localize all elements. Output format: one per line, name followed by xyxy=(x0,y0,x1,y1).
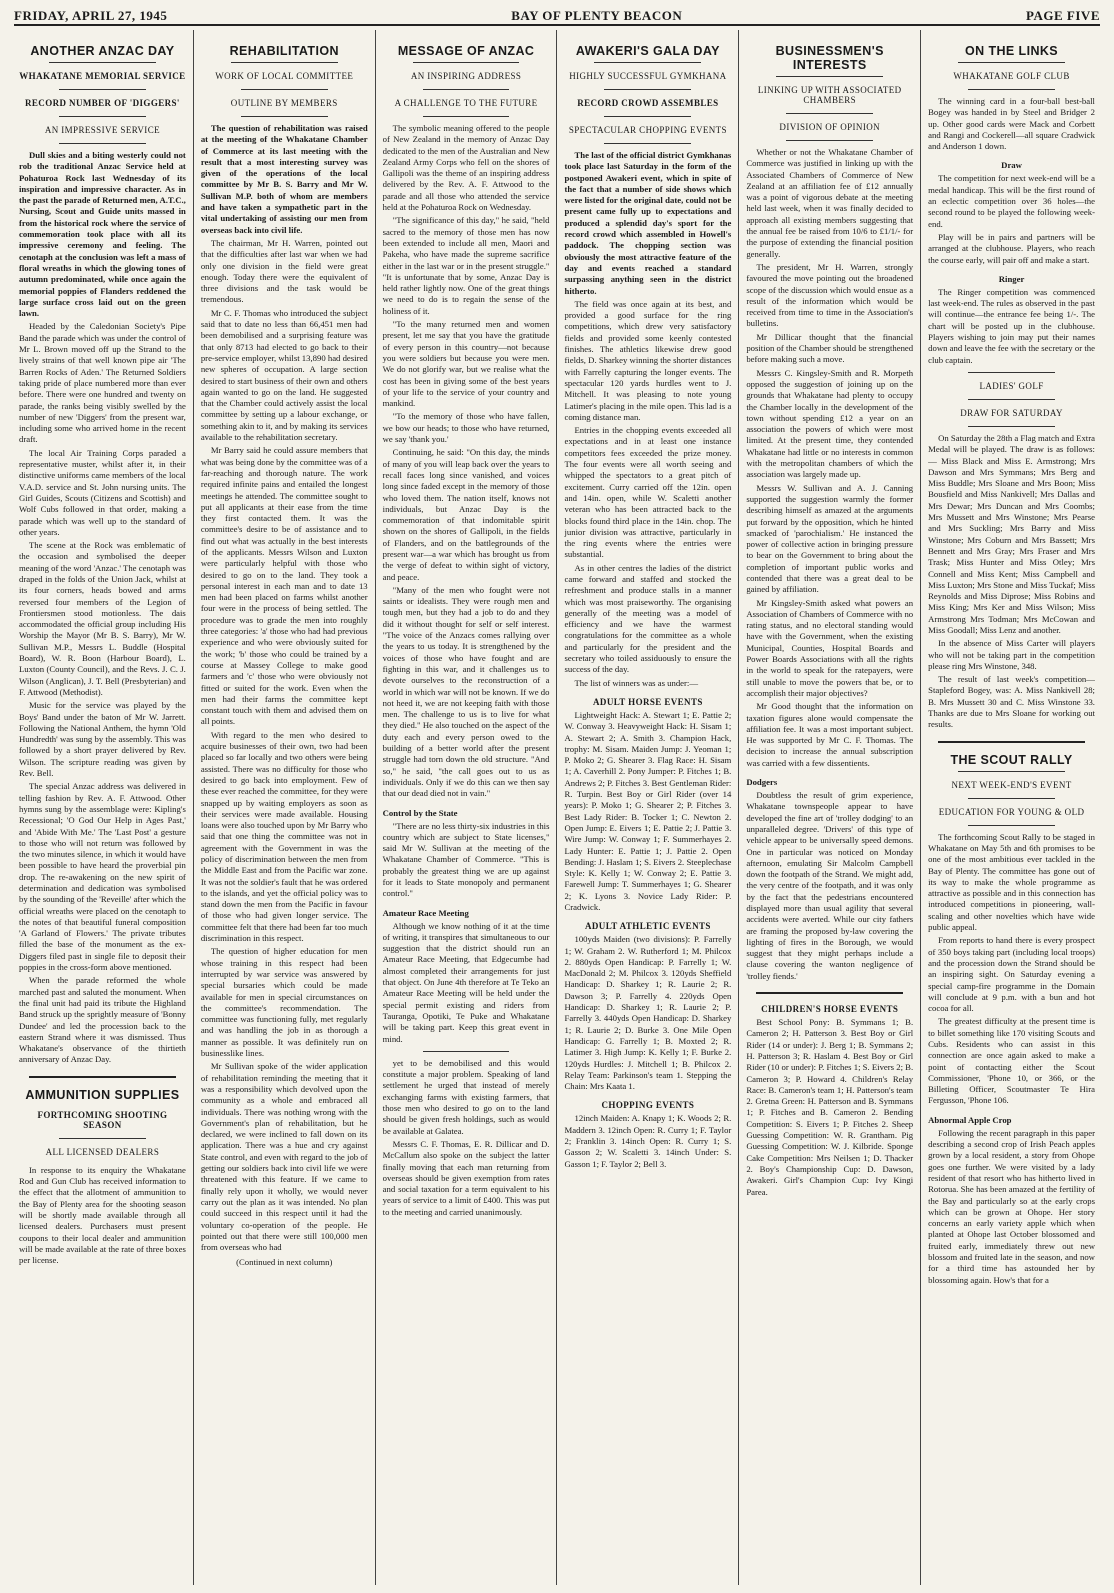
paragraph: Messrs C. Kingsley-Smith and R. Morpeth opposed the suggestion of joining up on the grounds that Whakatane had plenty to occupy the Chamber locally in the development of the town without spending £12 a year on an association the powers of which were most limited. At the present time, they contended Whakatane had little or no interests in common with the metropolitan chambers of which the association was largely made up. xyxy=(746,367,914,480)
column-1 xyxy=(12,30,194,1585)
continued-note: (Continued in next column) xyxy=(236,1257,333,1268)
paragraph: Mr Kingsley-Smith asked what powers an Association of Chambers of Commerce with no rating status, and no electoral standing would have with the Government, when the existing Municipal, Counties, Hospital Boards and Power Boards Associations with all the rights in the world to speak for the ratepayers, were still unable to move the powers that be, or to accomplish their major objectives? xyxy=(746,597,914,698)
paragraph: "To the memory of those who have fallen, we bow our heads; to those who have returned, we say 'thank you.' xyxy=(382,411,550,445)
results-heading: ADULT ATHLETIC EVENTS xyxy=(585,921,711,932)
paragraph: "The significance of this day," he said, "held sacred to the memory of those men has now been extended to include all men, Maori and Pakeha, who have made the supreme sacrifice either in the last war or in the present struggle." "It is unfortunate that by some, Anzac Day is held rather lightly now. One of the great things we need to do is to regain the sense of the holiness of it. xyxy=(382,215,550,316)
divider xyxy=(241,116,328,117)
paragraph: The president, Mr H. Warren, strongly favoured the move pointing out the broadened scope of the discussion which would ensue as a result of the information which would be received from time to time in the Association's bulletins. xyxy=(746,261,914,329)
divider xyxy=(786,140,873,141)
paragraph: The symbolic meaning offered to the people of New Zealand in the memory of Anzac Day dedicated to the men of the Australian and New Zealand Army Corps who fell on the shores of Gallipoli was the theme of an inspiring address delivered by the Rev. A. F. Attwood to the parade and all those who attended the service held at the Pohaturoa Rock on Wednesday. xyxy=(382,123,550,213)
article-title: AMMUNITION SUPPLIES xyxy=(25,1087,180,1102)
subheading: DIVISION OF OPINION xyxy=(779,122,881,132)
article-title: ANOTHER ANZAC DAY xyxy=(30,44,175,58)
divider xyxy=(59,89,146,90)
paragraph: Doubtless the result of grim experience, Whakatane townspeople appear to have developed the fine art of 'trolley dodging' to an unparalleled degree. 'Drivers' of this type of vehicle appear to be universally speed demons. One in particular was noticed on Monday afternoon, emulating Sir Malcolm Campbell down the footpath of the Strand. We might add, the very centre of the footpath, and it was only by the fact that the pedestrians encountered displayed more than usual agility that several accidents were averted. While our city fathers are framing the proposed by-law covering the lighting of fires in the Borough, we would suggest that they might perhaps include a clause covering the wanton negligence of 'trolley fiends.' xyxy=(746,790,914,981)
article-title: MESSAGE OF ANZAC xyxy=(397,44,535,58)
divider xyxy=(968,825,1055,826)
paragraph: Although we know nothing of it at the time of writing, it transpires that simultaneous to our suggestion that the district should run an Amateur Race Meeting, that Edgecumbe had almost completed their arrangements for just that object. On June 4th therefore at Te Teko an Amateur Race Meeting will be held under the special permit existing and riders from Tauranga, Opotiki, Te Puke and Whakatane will be taking part. Keep this great event in mind. xyxy=(382,920,550,1044)
article-title: THE SCOUT RALLY xyxy=(950,752,1073,767)
paragraph: "Many of the men who fought were not saints or idealists. They were rough men and tough men, but they had a job to do and they did it without thought for self or self interest. "The voice of the Anzacs comes rallying over the years to us today. It is strengthened by the voices of those who have fought and are fighting in this war, and it challenges us to devote ourselves to the reconstruction of a world in which war will not be known. If we do not heed it, we are not keeping faith with those men. The challenge to us is to live for what they died." He also touched on the aspect of the duty each and every person owed to the building of a better world after the present struggle had torn down the old structure. "And so," he said, "the call goes out to us as individuals. Only if we do this can we then say that our dead died not in vain." xyxy=(382,584,550,799)
lead-paragraph: Dull skies and a biting westerly could not rob the traditional Anzac Service held at Pohaturoa Rock last Wednesday of its inspiration and impressive character. As in the past the parade of Returned men, A.T.C., Nursing, Scout and Guide units massed in from the historical rock where the service of commemoration took place with all its impressive ceremony and feeling. The cenotaph at the conclusion was left a mass of floral wreaths in which the glowing tones of autumn predominated, while once again the memorial poppies of Flanders reddened the large surface cross laid out on the green lawn. xyxy=(19,150,186,319)
paragraph: Entries in the chopping events exceeded all expectations and in at least one instance competitors fees exceeded the prize money. The four events were all worth seeing and whipped the spectators to a great pitch of excitement. Curry carried off the 12in. open and 14in. open, while W. Scaletti another veteran who has been attracted back to the blocks found third place in the 14in. chop. The junior division was attractive, particularly in the ring events where the entries were substantial. xyxy=(564,425,732,560)
article-title: BUSINESSMEN'S INTERESTS xyxy=(775,44,884,72)
paragraph: Play will be in pairs and partners will be arranged at the clubhouse. Players, who reach the course early, will pair off and make a start. xyxy=(928,231,1095,265)
paragraph: Messrs C. F. Thomas, E. R. Dillicar and D. McCallum also spoke on the subject the latter finally moving that each man returning from overseas should be given exemption from rates and social taxation for a term equivalent to his years of service to a limit of £400. This was put to the meeting and carried unanimously. xyxy=(382,1138,550,1217)
masthead xyxy=(14,4,1100,26)
subheading: LINKING UP WITH ASSOCIATED CHAMBERS xyxy=(757,85,902,105)
divider xyxy=(968,399,1055,400)
divider xyxy=(423,116,510,117)
paragraph: The scene at the Rock was emblematic of the occasion and symbolised the deeper meaning of the word 'Anzac.' The cenotaph was draped in the folds of the Union Jack, whilst at its four corners, heads bowed and arms reversed four members of the Legion of Frontiersmen stood motionless. The dais accommodated the official group including His Worship the Mayor (Mr B. S. Barry), Mr W. Sullivan M.P., Messrs L. Buddle (Hospital Board), W. R. Boon (Harbour Board), L. Luxton (County Council), and the Revs. J. C. J. Wilson (Anglican), J. T. Bell (Presbyterian) and F. Attwood (Methodist). xyxy=(19,540,186,697)
subheading: SPECTACULAR CHOPPING EVENTS xyxy=(568,125,727,135)
subheading: NEXT WEEK-END'S EVENT xyxy=(951,779,1072,790)
results-text: 12inch Maiden: A. Knapy 1; K. Woods 2; R. Maddern 3. 12inch Open: R. Curry 1; F. Taylor 2; Franklin 3. 14inch Open: R. Curry 1; S. Gasson 2; W. Scaletti 3. 14inch Under: S. Gasson 1; F. Taylor 2; Bell 3. xyxy=(564,1113,732,1169)
subheading: WHAKATANE GOLF CLUB xyxy=(953,71,1070,81)
divider xyxy=(958,771,1065,772)
divider xyxy=(423,89,510,90)
divider xyxy=(59,143,146,144)
divider xyxy=(423,1051,510,1052)
subheading: AN IMPRESSIVE SERVICE xyxy=(44,125,161,135)
section-heading: Ringer xyxy=(998,273,1025,284)
paragraph: The winning card in a four-ball best-ball Bogey was handed in by Steel and Bridger 2 up. Other good cards were Mack and Corbett and Rangi and Cockerell—all square Cradwick and Anderson 1 down. xyxy=(928,96,1095,152)
paragraph: On Saturday the 28th a Flag match and Extra Medal will be played. The draw is as follows:— Miss Black and Miss E. Armstrong; Mrs Dawson and Mrs Symmans; Mrs Berg and Miss Buddle; Mrs Sloane and Mrs Boon; Miss Bousfield and Miss Nankivell; Mrs Dallas and Mrs Dewar; Mrs Duncan and Mrs Coombs; Mrs Mussett and Mrs Winstone; Mrs Pearse and Mrs Suckling; Mrs Barry and Miss Winstone; Mrs Coburn and Mrs Bassett; Mrs Bennett and Mrs Gray; Mrs Fraser and Mrs Trask; Miss Hunter and Miss Otley; Mrs Connell and Miss Kent; Miss Campbell and Miss Luxton; Mrs Stone and Miss Tuckaf; Miss Reynolds and Miss Diprose; Miss Robins and Miss King; Mrs Ker and Miss Wilson; Miss Armstrong Mrs Todman; Mrs McCowan and Miss Goodall; Miss Lenz and another. xyxy=(928,432,1095,635)
newspaper-name: BAY OF PLENTY BEACON xyxy=(511,8,683,23)
paragraph: The local Air Training Corps paraded a representative muster, whilst after it, in their distinctive uniforms came members of the local V.A.D. service and St. John nursing units. The Girl Guides, Scouts (Citizens and Scottish) and Wolf Cubs followed in that order, making a parade which was well up to the standard of other years. xyxy=(19,447,186,537)
paragraph: The Ringer competition was commenced last week-end. The rules as observed in the past will continue—the entrance fee being 1/-. The chart will be posted up in the clubhouse. Players wishing to join may put their names down and leave the fee with the secretary or the club captain. xyxy=(928,286,1095,365)
subheading: RECORD NUMBER OF 'DIGGERS' xyxy=(25,98,180,108)
divider xyxy=(604,89,691,90)
subheading: HIGHLY SUCCESSFUL GYMKHANA xyxy=(569,71,727,81)
paragraph: Headed by the Caledonian Society's Pipe Band the parade which was under the control of Mr L. Brown moved off up the Strand to the lively strains of that well known pipe air 'The Barren Rocks of Aden.' The Returned Soldiers taking pride of place numbered more than ever before. There were one hundred and twenty on parade, the ranks being visibly swelled by the number of new 'Diggers' from the present war, including some who arrived home in the recent draft. xyxy=(19,321,186,445)
section-heading: Draw xyxy=(1001,160,1022,171)
divider xyxy=(413,62,520,63)
divider xyxy=(776,76,883,77)
column-3 xyxy=(376,30,558,1585)
divider xyxy=(604,116,691,117)
divider xyxy=(968,426,1055,427)
divider xyxy=(29,1076,176,1078)
paragraph: From reports to hand there is every prospect of 350 boys taking part (including local troops) and the procession down the Strand should be an inspiring sight. On Saturday evening a special camp-fire programme in the Domain will conclude at 9 p.m. with a bun and hot cocoa for all. xyxy=(928,935,1095,1014)
article-title: AWAKERI'S GALA DAY xyxy=(575,44,720,58)
paragraph: The special Anzac address was delivered in telling fashion by Rev. A. F. Attwood. Other hymns sung by the assemblage were: Kipling's Recessional; 'O God Our Help in Ages Past,' and 'Abide With Me.' The 'Last Post' a gesture to those who will not return was followed by the two minutes silence, in which it would have been possible to have heard the proverbial pin drop. The re-awakening on the new spirit of determination and dedication was symbolised by the sounding of the 'Reveille' after which the official wreaths were placed on the cenotaph to the notes of that beautiful funeral composition 'A Garland of Flowers.' The private tributes filled the base of the monument as the ex-Diggers filed past in single file to deposit their poppies in the cross-form above mentioned. xyxy=(19,781,186,973)
subheading: A CHALLENGE TO THE FUTURE xyxy=(394,98,538,108)
divider xyxy=(594,62,701,63)
article-title: ON THE LINKS xyxy=(965,44,1059,58)
paragraph: The result of last week's competition—Stapleford Bogey, was: A. Miss Nankivell 28; B. Mrs Mussett 30 and C. Miss Winstone 33. Thanks are due to Mrs Sloane for working out results. xyxy=(928,674,1095,730)
divider xyxy=(786,113,873,114)
paragraph: As in other centres the ladies of the district came forward and staffed and stocked the refreshment and produce stalls in a manner which was most praiseworthy. The organising generally of the meeting was a model of efficiency and we have the warmest congratulations for the committee as a whole and particularly for the president and the secretary who toiled assiduously to ensure the success of the day. xyxy=(564,562,732,675)
paragraph: The question of higher education for men whose training in this respect had been interrupted by war service was answered by special bursaries which could be made available for men in special circumstances on the committee's recommendation. The committee was functioning fully, met regularly and was handling the job in as thorough a manner as possible. It was definitely run on businesslike lines. xyxy=(200,946,368,1059)
paragraph: Mr Sullivan spoke of the wider application of rehabilitation reminding the meeting that it was a responsibility which devolved upon the community as a whole and embraced all individuals. There was nothing wrong with the Government's plan of rehabilitation, but he declared, we were inclined to fall down on its application. There was a hue and cry against State control, and even with regard to the job of getting our soldiers back into civil life we were threatened with this feature. If we came to finally rely upon it wholly, we would never carry out the plan as it was intended. No plan could succeed in this respect until it had the voluntary co-operation of the people. He pointed out that there were still 100,000 men from overseas who had xyxy=(200,1061,368,1253)
section-heading: Control by the State xyxy=(382,807,458,818)
divider xyxy=(604,143,691,144)
paragraph: When the parade reformed the whole marched past and saluted the monument. When the final unit had paid its tribute the Highland Band struck up the sprightly measure of 'Bonny Dundee' and led the procession back to the eastern Strand where it was dismissed. Thus Whakatane's observance of the thirtieth anniversary of Anzac Day. xyxy=(19,975,186,1065)
divider xyxy=(59,116,146,117)
paragraph: "There are no less thirty-six industries in this country which are subject to State licenses," said Mr W. Sullivan at the meeting of the Whakatane Chamber of Commerce. "This is probably the greatest thing we are up against for it leads to State monopoly and permanent control." xyxy=(382,820,550,899)
subheading: WORK OF LOCAL COMMITTEE xyxy=(215,71,354,81)
subheading: EDUCATION FOR YOUNG & OLD xyxy=(938,806,1085,817)
subheading: RECORD CROWD ASSEMBLES xyxy=(577,98,719,108)
results-heading: CHILDREN'S HORSE EVENTS xyxy=(761,1004,899,1015)
paragraph: The greatest difficulty at the present time is to billet something like 170 visiting Scouts and Cubs. Residents who can assist in this connection are once again asked to make a point of contacting either the Scout Commissioner, 'Phone 10, or 366, or the Billeting Officer, Scoutmaster Te Hira Fergusson, 'Phone 106. xyxy=(928,1016,1095,1106)
paragraph: Mr C. F. Thomas who introduced the subject said that to date no less than 66,451 men had been demobilised and a surprising feature was that only 8713 had elected to go back to their pre-service employer, whilst 13,890 had desired new spheres of occupation. A large section desired to start business of their own and others again wanted to go on the land. He suggested that the Chamber could actively assist the local committee by setting up a labour exchange, or something akin to it, and by making its services available to the rehabilitation secretary. xyxy=(200,307,368,443)
subheading: DRAW FOR SATURDAY xyxy=(960,407,1063,418)
paragraph: Mr Dillicar thought that the financial position of the Chamber should be strengthened before making such a move. xyxy=(746,331,914,365)
divider xyxy=(968,798,1055,799)
page-number: PAGE FIVE xyxy=(1026,8,1100,23)
divider xyxy=(968,372,1055,373)
paragraph: Continuing, he said: "On this day, the minds of many of you will leap back over the years to recall faces long since vanished, and voices long since faded except in the memory of those who loved them. The nation itself, knows not individuals, but Anzac Day is the commemoration of that indomitable spirit shown on the shores of Gallipoli, in the fields of Flanders, and on the battlegrounds of the present war—a war which has brought us from the verge of defeat to within sight of victory, and peace. xyxy=(382,447,550,582)
paragraph: Messrs W. Sullivan and A. J. Canning supported the suggestion warmly the former describing himself as amazed at the arguments put forward by the opposition, which he hinted smacked of 'parochialism.' He instanced the power of collective action in bringing pressure to bear on the Government to bring about the completion of important public works and contended that there was a great deal to be gained by affiliation. xyxy=(746,482,914,595)
divider xyxy=(49,62,156,63)
paragraph: The competition for next week-end will be a medal handicap. This will be the first round of an eclectic competition over 36 holes—the second round to be played the following week-end. xyxy=(928,173,1095,229)
paragraph: With regard to the men who desired to acquire businesses of their own, two had been placed so far locally and two others were being assisted. There was no difficulty for those who desired to go back into employment. Few of these ever reached the committee, for they were snapped up by waiting employers as soon as their services were made available. Housing loans were also touched upon by Mr Barry who said that one thing the committee was not in agreement with the Government in was the policy of discrimination between the men from the Middle East and from the Pacific war zone. It was not the soldier's fault that he was ordered to the islands, and yet the official policy was to stand down the men from the Pacific in favour of those who had given longer service. The committee felt that there had been far too much discrimination in this respect. xyxy=(200,729,368,944)
divider xyxy=(231,62,338,63)
subheading: ALL LICENSED DEALERS xyxy=(45,1146,160,1157)
results-text: Lightweight Hack: A. Stewart 1; E. Pattie 2; W. Conway 3. Heavyweight Hack: H. Sisam 1; A. Stewart 2; A. Smith 3. Champion Hack, trophy: M. Sisam. Maiden Jump: J. Yeoman 1; P. Moko 2; G. Shearer 3. Flag Race: H. Sisam 1; A. Caverhill 2. Pony Jumper: P. Fitches 1; B. Andrews 2; P. Fitches 3. Best Gentleman Rider: R. Turpin. Best Boy or Girl Rider (over 14 years): P. Moko 1; G. Shearer 2; P. Fitches 3. Best Lady Rider: B. Tocker 1; C. Newton 2. Open Jump: E. Eivers 1; E. Pattie 2; J. Pattie 3. Wire Jump: W. Conway 1; F. Summerhayes 2. Lady Hunter: E. Pattie 1; J. Pattie 2. Open Bending: J. Haslam 1; S. Eivers 2. Steeplechase Style: K. Kelly 1; W. Conway 2; E. Pattie 3. Farewell Jump: T. Summerhayes 1; G. Shearer 2; K. Lyons 3. Novice Lady Rider: P. Cradwick. xyxy=(564,709,732,912)
paragraph: yet to be demobilised and this would constitute a major problem. Speaking of land settlement he urged that instead of merely exchanging farms with existing farmers, that those men who desired to go on to the land should be given fresh holdings, such as would be available at Galatea. xyxy=(382,1057,550,1136)
results-text: 100yds Maiden (two divisions): P. Farrelly 1; W. Graham 2. W. Rutherford 1; M. Philcox 2. 880yds Open Handicap: P. Farrelly 1; W. MacDonald 2; M. Philcox 3. 120yds Sheffield Handicap: D. Sharkey 1; R. Laurie 2; R. Dawson 3; P. Farrelly 4. 220yds Open Handicap: D. Sharkey 1; R. Laurie 2; P. Farrelly 3. 440yds Open Handicap: D. Sharkey 1; R. Laurie 2; D. Burke 3. One Mile Open Handicap: G. Farrelly 1; B. Moxted 2; R. Latimer 3. High Jump: K. Kelly 1; F. Burke 2. 120yds Hurdles: J. Mitchell 1; B. Philcox 2. Relay Team: Parkinson's team 1. Stepping the Chain: Mrs Kaata 1. xyxy=(564,934,732,1092)
subheading: OUTLINE BY MEMBERS xyxy=(230,98,338,108)
divider xyxy=(241,89,328,90)
paragraph: Music for the service was played by the Boys' Band under the baton of Mr W. Jarrett. Following the National Anthem, the hymn 'Old Hundredth' was sung by the assembly. This was followed by a short prayer delivered by Rev. Wilson. The scripture reading was given by Rev. Bell. xyxy=(19,700,186,779)
section-heading: Abnormal Apple Crop xyxy=(928,1114,1012,1125)
paragraph: The forthcoming Scout Rally to be staged in Whakatane on May 5th and 6th promises to be one of the most ambitious ever tackled in the Bay of Plenty. The committee has gone out of its way to make the whole programme as attractive as possible and in this connection has introduced competitions in pioneering, wall-scaling and other novelties which have wide public appeal. xyxy=(928,831,1095,933)
column-6 xyxy=(921,30,1102,1585)
results-heading: CHOPPING EVENTS xyxy=(601,1100,695,1111)
paragraph: In the absence of Miss Carter will players who will not be taking part in the competition please ring Mrs Winstone, 348. xyxy=(928,638,1095,671)
column-4 xyxy=(557,30,739,1585)
section-heading: Dodgers xyxy=(746,777,778,788)
subheading: AN INSPIRING ADDRESS xyxy=(410,71,522,81)
paragraph: Mr Barry said he could assure members that what was being done by the committee was of a far-reaching and thorough nature. The work required infinite pains and entailed the longest meetings he attended. The committee sought to put all applicants at their ease from the time they first contacted them. It was the committee's desire to be of assistance and to find out what was actually in the best interests of the applicants. Messrs Wilson and Luxton were particularly helpful with those who desired to go on to the land. They took a personal interest in each man and to date 13 men had been placed on farms whilst another four were in the process of being settled. The procedure was to grade the men into roughly three categories: 'a' those who had had previous experience and who were obviously suited for the work; 'b' those who could be trained by a course at Massey College to make good farmers and 'c' those who were obviously not fitted or suited for the work. Even when the men had their farms the committee kept constant touch with them and advised them on all points. xyxy=(200,445,368,727)
subheading: LADIES' GOLF xyxy=(979,380,1044,391)
column-5 xyxy=(739,30,921,1585)
section-heading: Amateur Race Meeting xyxy=(382,907,469,918)
divider xyxy=(938,741,1085,743)
divider xyxy=(59,1138,146,1139)
paragraph: "To the many returned men and women present, let me say that you have the gratitude of every person in this country—not because you were soldiers but because you were men. We do not glorify war, but we realise what the cost has been in giving some of the best years of your life to the service of your country and mankind. xyxy=(382,319,550,409)
divider xyxy=(756,992,903,994)
column-2 xyxy=(194,30,376,1585)
divider xyxy=(958,62,1065,63)
article-title: REHABILITATION xyxy=(229,44,339,58)
paragraph: The field was once again at its best, and provided a good surface for the ring competitions, which drew very satisfactory fields and provided some keenly contested finishes. The athletics likewise drew good fields, D. Sharkey winning the shorter distances with Farrelly capturing the longer events. The spectacular 120 yards hurdles went to J. Mitchell. It was pleasing to note young Latimer's placing in the mile open. This lad is a coming distance man. xyxy=(564,298,732,422)
paragraph: The list of winners was as under:— xyxy=(574,677,699,688)
lead-paragraph: The last of the official district Gymkhanas took place last Saturday in the form of the postponed Awakeri event, which in spite of the fact that a number of side shows which were listed for the original date, could not be present came fully up to expectations and produced a splendid day's sport for the record crowd which assembled in Howell's paddock. The chopping section was obviously the most attractive feature of the day and events reached a standard surpassing anything seen in the district hitherto. xyxy=(564,150,732,296)
paragraph: Mr Good thought that the information on taxation figures alone would compensate the affiliation fee. It was a most important subject. He was supported by Mr C. F. Thomas. The decision to increase the annual subscription was carried with a few dissentients. xyxy=(746,701,914,768)
lead-paragraph: The question of rehabilitation was raised at the meeting of the Whakatane Chamber of Commerce at its last meeting with the result that a most interesting survey was given of the operations of the local committee by Mr B. S. Barry and Mr W. Sullivan M.P. both of whom are members and have taken a sympathetic part in the vital undertaking of assisting our men from overseas back into civil life. xyxy=(200,123,368,235)
subheading: WHAKATANE MEMORIAL SERVICE xyxy=(19,71,186,81)
results-heading: ADULT HORSE EVENTS xyxy=(593,696,703,707)
paragraph: Whether or not the Whakatane Chamber of Commerce was justified in linking up with the Associated Chambers of Commerce of New Zealand at an affiliation fee of £12 annually was a point of vigorous debate at the meeting held last week, when it was finally decided to approach all existing members suggesting that the annual fee be raised from 10/6 to £1/1/- for the purpose of extending the financial position generally. xyxy=(746,147,914,259)
paragraph: The chairman, Mr H. Warren, pointed out that the difficulties after last war when we had only one division in the field were great enough. Today there were the equivalent of three divisions and the task would be tremendous. xyxy=(200,237,368,305)
paragraph: Following the recent paragraph in this paper describing a second crop of Irish Peach apples grown by a local resident, a story from Ohope goes one further. We were visited by a lady resident of that resort who has hitherto lived in Rotorua. She has been amazed at the fertility of the Bay and particularly so at the early crops which can be grown at Ohope. Her story concerns an early variety apple which when planted at Ohope last October blossomed and fruited early, immediately threw out new blossom and fruited late in the season, and now for a third time has astounded her by blossoming again. How's that for a xyxy=(928,1127,1095,1285)
subheading: FORTHCOMING SHOOTING SEASON xyxy=(37,1109,168,1130)
issue-date: FRIDAY, APRIL 27, 1945 xyxy=(14,8,168,23)
paragraph: In response to its enquiry the Whakatane Rod and Gun Club has received information to the effect that the allotment of ammunition to the Bay of Plenty area for the shooting season will be shortly made available through all licensed dealers. Purchasers must present coupons to their local dealer and ammunition will be made available at the rate of three boxes per license. xyxy=(19,1164,186,1266)
results-text: Best School Pony: B. Symmans 1; B. Cameron 2; H. Patterson 3. Best Boy or Girl Rider (14 or under): J. Berg 1; B. Symmans 2; H. Patterson 3; R. Haslam 4. Best Boy or Girl Rider (10 or under): P. Fitches 1; S. Eivers 2; B. Cameron 3; P. Howard 4. Children's Relay Race: B. Cameron's team 1; H. Patterson's team 2. Gretna Green: H. Patterson and B. Symmans 1; P. Fitches and B. Cameron 2. Bending Competition: S. Eivers 1; P. Fitches 2. Sheep Guessing Competition: W. R. Grantham. Pig Guessing Competition: W. J. Kilbride. Sponge Cake Competition: Mrs Neilsen 1; D. Thacker 2. Boy's Championship Cup: D. Dawson, Awakeri. Girl's Champion Cup: Ivy Kingi Parea. xyxy=(746,1017,914,1197)
divider xyxy=(968,89,1055,90)
